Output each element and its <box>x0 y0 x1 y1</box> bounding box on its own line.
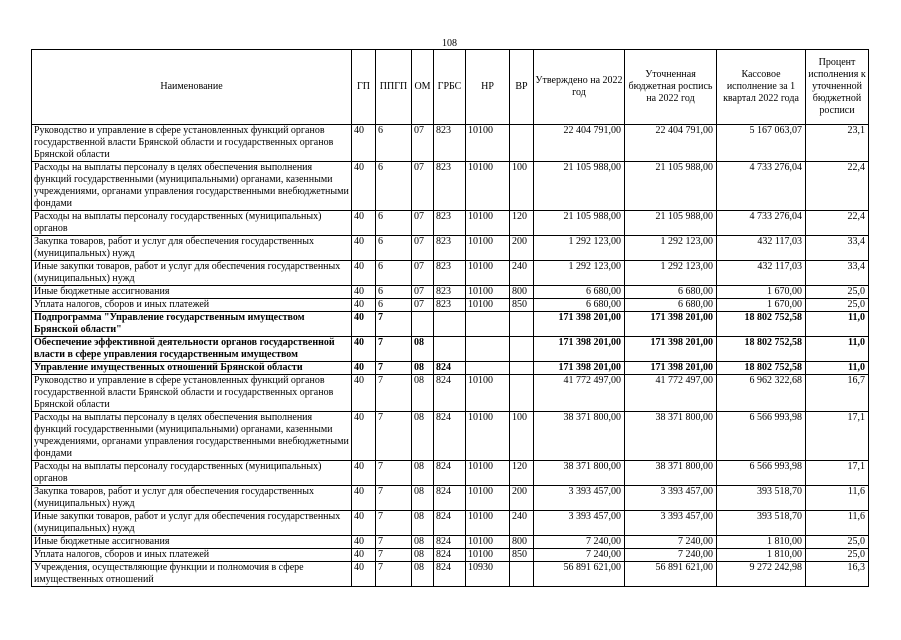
cell-ppgp: 6 <box>376 261 412 286</box>
cell-ppgp: 7 <box>376 375 412 412</box>
cell-gp: 40 <box>352 337 376 362</box>
budget-table <box>31 49 869 587</box>
cell-gp: 40 <box>352 162 376 211</box>
cell-cash: 1 670,00 <box>717 299 806 312</box>
cell-gp: 40 <box>352 562 376 587</box>
cell-om: 08 <box>412 412 434 461</box>
cell-cash: 6 962 322,68 <box>717 375 806 412</box>
cell-ppgp: 7 <box>376 549 412 562</box>
header-approved: Утверждено на 2022 год <box>534 50 625 125</box>
cell-approved: 7 240,00 <box>534 536 625 549</box>
cell-ppgp: 7 <box>376 312 412 337</box>
cell-cash: 1 810,00 <box>717 536 806 549</box>
cell-nr: 10100 <box>466 461 510 486</box>
cell-nr: 10100 <box>466 549 510 562</box>
cell-gp: 40 <box>352 211 376 236</box>
cell-vr: 100 <box>510 162 534 211</box>
cell-om: 08 <box>412 562 434 587</box>
table-row <box>32 486 869 511</box>
cell-percent: 11,0 <box>806 337 869 362</box>
cell-name: Закупка товаров, работ и услуг для обеспечения государственных (муниципальных) нужд <box>32 236 352 261</box>
table-header-row <box>32 50 869 125</box>
table-row <box>32 211 869 236</box>
header-vr: ВР <box>510 50 534 125</box>
table-row <box>32 125 869 162</box>
cell-percent: 17,1 <box>806 461 869 486</box>
cell-approved: 3 393 457,00 <box>534 511 625 536</box>
cell-nr: 10100 <box>466 536 510 549</box>
cell-cash: 4 733 276,04 <box>717 162 806 211</box>
cell-percent: 33,4 <box>806 236 869 261</box>
cell-percent: 23,1 <box>806 125 869 162</box>
table-row <box>32 412 869 461</box>
cell-gp: 40 <box>352 299 376 312</box>
cell-approved: 171 398 201,00 <box>534 337 625 362</box>
cell-nr: 10100 <box>466 162 510 211</box>
cell-gp: 40 <box>352 511 376 536</box>
cell-approved: 3 393 457,00 <box>534 486 625 511</box>
cell-vr <box>510 337 534 362</box>
table-row <box>32 461 869 486</box>
cell-grbs: 824 <box>434 549 466 562</box>
cell-revised: 3 393 457,00 <box>625 511 717 536</box>
cell-ppgp: 6 <box>376 162 412 211</box>
cell-approved: 171 398 201,00 <box>534 362 625 375</box>
cell-gp: 40 <box>352 461 376 486</box>
cell-approved: 41 772 497,00 <box>534 375 625 412</box>
cell-gp: 40 <box>352 549 376 562</box>
cell-om: 08 <box>412 337 434 362</box>
cell-gp: 40 <box>352 362 376 375</box>
cell-revised: 41 772 497,00 <box>625 375 717 412</box>
cell-nr <box>466 362 510 375</box>
cell-ppgp: 7 <box>376 511 412 536</box>
cell-nr: 10100 <box>466 286 510 299</box>
cell-cash: 6 566 993,98 <box>717 461 806 486</box>
cell-om: 07 <box>412 211 434 236</box>
cell-revised: 7 240,00 <box>625 549 717 562</box>
table-row <box>32 562 869 587</box>
cell-grbs: 823 <box>434 299 466 312</box>
cell-name: Обеспечение эффективной деятельности органов государственной власти в сфере управления государственным имуществом <box>32 337 352 362</box>
cell-cash: 6 566 993,98 <box>717 412 806 461</box>
cell-cash: 4 733 276,04 <box>717 211 806 236</box>
header-cash: Кассовое исполнение за 1 квартал 2022 года <box>717 50 806 125</box>
cell-grbs <box>434 337 466 362</box>
cell-grbs: 824 <box>434 486 466 511</box>
cell-percent: 25,0 <box>806 549 869 562</box>
cell-percent: 11,0 <box>806 312 869 337</box>
header-ppgp: ППГП <box>376 50 412 125</box>
table-row <box>32 511 869 536</box>
cell-grbs <box>434 312 466 337</box>
cell-name: Иные бюджетные ассигнования <box>32 286 352 299</box>
cell-percent: 22,4 <box>806 162 869 211</box>
cell-vr: 200 <box>510 236 534 261</box>
table-row <box>32 299 869 312</box>
cell-cash: 18 802 752,58 <box>717 337 806 362</box>
cell-nr: 10100 <box>466 125 510 162</box>
cell-grbs: 823 <box>434 236 466 261</box>
header-name: Наименование <box>32 50 352 125</box>
header-nr: НР <box>466 50 510 125</box>
cell-nr <box>466 312 510 337</box>
cell-approved: 171 398 201,00 <box>534 312 625 337</box>
cell-name: Иные бюджетные ассигнования <box>32 536 352 549</box>
header-revised: Уточненная бюджетная роспись на 2022 год <box>625 50 717 125</box>
header-grbs: ГРБС <box>434 50 466 125</box>
cell-cash: 432 117,03 <box>717 236 806 261</box>
cell-ppgp: 7 <box>376 461 412 486</box>
cell-ppgp: 6 <box>376 236 412 261</box>
cell-nr: 10100 <box>466 486 510 511</box>
cell-grbs: 824 <box>434 461 466 486</box>
cell-gp: 40 <box>352 125 376 162</box>
cell-revised: 6 680,00 <box>625 286 717 299</box>
table-row <box>32 536 869 549</box>
cell-percent: 25,0 <box>806 536 869 549</box>
table-row <box>32 362 869 375</box>
cell-grbs: 824 <box>434 362 466 375</box>
cell-grbs: 824 <box>434 536 466 549</box>
cell-grbs: 824 <box>434 562 466 587</box>
header-om: ОМ <box>412 50 434 125</box>
cell-revised: 7 240,00 <box>625 536 717 549</box>
cell-nr: 10100 <box>466 236 510 261</box>
cell-vr <box>510 362 534 375</box>
cell-name: Расходы на выплаты персоналу в целях обеспечения выполнения функций государственными (муниципальными) органами, казенными учреждениями, органами управления государственными внебюджетными фондами <box>32 412 352 461</box>
cell-approved: 56 891 621,00 <box>534 562 625 587</box>
cell-gp: 40 <box>352 536 376 549</box>
cell-ppgp: 7 <box>376 536 412 549</box>
table-row <box>32 286 869 299</box>
cell-approved: 6 680,00 <box>534 286 625 299</box>
cell-cash: 1 670,00 <box>717 286 806 299</box>
cell-cash: 1 810,00 <box>717 549 806 562</box>
cell-name: Учреждения, осуществляющие функции и полномочия в сфере имущественных отношений <box>32 562 352 587</box>
cell-ppgp: 6 <box>376 211 412 236</box>
cell-vr <box>510 562 534 587</box>
table-row <box>32 375 869 412</box>
cell-name: Уплата налогов, сборов и иных платежей <box>32 549 352 562</box>
cell-approved: 21 105 988,00 <box>534 211 625 236</box>
cell-gp: 40 <box>352 286 376 299</box>
cell-om: 08 <box>412 536 434 549</box>
cell-percent: 22,4 <box>806 211 869 236</box>
cell-om: 07 <box>412 125 434 162</box>
cell-nr: 10100 <box>466 375 510 412</box>
cell-revised: 3 393 457,00 <box>625 486 717 511</box>
cell-gp: 40 <box>352 412 376 461</box>
cell-om <box>412 312 434 337</box>
cell-name: Расходы на выплаты персоналу государственных (муниципальных) органов <box>32 211 352 236</box>
table-row <box>32 312 869 337</box>
cell-revised: 6 680,00 <box>625 299 717 312</box>
cell-approved: 6 680,00 <box>534 299 625 312</box>
cell-revised: 171 398 201,00 <box>625 337 717 362</box>
cell-nr: 10930 <box>466 562 510 587</box>
table-row <box>32 261 869 286</box>
cell-vr: 240 <box>510 261 534 286</box>
cell-om: 07 <box>412 299 434 312</box>
cell-cash: 5 167 063,07 <box>717 125 806 162</box>
cell-name: Иные закупки товаров, работ и услуг для обеспечения государственных (муниципальных) нужд <box>32 511 352 536</box>
cell-revised: 21 105 988,00 <box>625 211 717 236</box>
cell-vr <box>510 312 534 337</box>
cell-grbs: 824 <box>434 412 466 461</box>
cell-grbs: 823 <box>434 162 466 211</box>
cell-gp: 40 <box>352 486 376 511</box>
cell-grbs: 823 <box>434 261 466 286</box>
cell-percent: 33,4 <box>806 261 869 286</box>
cell-vr: 200 <box>510 486 534 511</box>
table-row <box>32 162 869 211</box>
cell-gp: 40 <box>352 236 376 261</box>
cell-approved: 38 371 800,00 <box>534 412 625 461</box>
cell-ppgp: 6 <box>376 299 412 312</box>
cell-name: Руководство и управление в сфере установленных функций органов государственной власти Брянской области и государственных органов Брянской области <box>32 375 352 412</box>
cell-percent: 25,0 <box>806 286 869 299</box>
cell-name: Руководство и управление в сфере установленных функций органов государственной власти Брянской области и государственных органов Брянской области <box>32 125 352 162</box>
cell-percent: 11,0 <box>806 362 869 375</box>
cell-om: 08 <box>412 511 434 536</box>
cell-cash: 18 802 752,58 <box>717 312 806 337</box>
cell-ppgp: 7 <box>376 412 412 461</box>
cell-approved: 1 292 123,00 <box>534 261 625 286</box>
cell-vr: 240 <box>510 511 534 536</box>
cell-vr: 120 <box>510 211 534 236</box>
cell-ppgp: 6 <box>376 286 412 299</box>
cell-percent: 11,6 <box>806 511 869 536</box>
header-gp: ГП <box>352 50 376 125</box>
cell-om: 07 <box>412 286 434 299</box>
cell-revised: 38 371 800,00 <box>625 461 717 486</box>
cell-revised: 171 398 201,00 <box>625 362 717 375</box>
cell-vr: 100 <box>510 412 534 461</box>
cell-approved: 38 371 800,00 <box>534 461 625 486</box>
cell-percent: 11,6 <box>806 486 869 511</box>
cell-vr: 120 <box>510 461 534 486</box>
cell-gp: 40 <box>352 375 376 412</box>
cell-ppgp: 7 <box>376 337 412 362</box>
cell-ppgp: 7 <box>376 562 412 587</box>
cell-name: Подпрограмма "Управление государственным имуществом Брянской области" <box>32 312 352 337</box>
cell-revised: 21 105 988,00 <box>625 162 717 211</box>
cell-grbs: 823 <box>434 211 466 236</box>
cell-percent: 16,3 <box>806 562 869 587</box>
cell-grbs: 823 <box>434 125 466 162</box>
cell-om: 08 <box>412 549 434 562</box>
cell-vr <box>510 375 534 412</box>
cell-revised: 1 292 123,00 <box>625 261 717 286</box>
cell-cash: 393 518,70 <box>717 486 806 511</box>
cell-om: 08 <box>412 461 434 486</box>
cell-nr: 10100 <box>466 511 510 536</box>
cell-name: Уплата налогов, сборов и иных платежей <box>32 299 352 312</box>
page-number: 108 <box>442 38 457 49</box>
cell-name: Расходы на выплаты персоналу государственных (муниципальных) органов <box>32 461 352 486</box>
cell-om: 07 <box>412 261 434 286</box>
cell-approved: 22 404 791,00 <box>534 125 625 162</box>
cell-revised: 56 891 621,00 <box>625 562 717 587</box>
cell-percent: 16,7 <box>806 375 869 412</box>
cell-vr: 800 <box>510 536 534 549</box>
cell-grbs: 824 <box>434 375 466 412</box>
cell-om: 07 <box>412 162 434 211</box>
cell-om: 08 <box>412 486 434 511</box>
cell-vr: 800 <box>510 286 534 299</box>
table-row <box>32 549 869 562</box>
cell-nr: 10100 <box>466 211 510 236</box>
cell-name: Управление имущественных отношений Брянской области <box>32 362 352 375</box>
cell-cash: 432 117,03 <box>717 261 806 286</box>
cell-grbs: 823 <box>434 286 466 299</box>
cell-nr: 10100 <box>466 412 510 461</box>
cell-nr <box>466 337 510 362</box>
cell-ppgp: 7 <box>376 362 412 375</box>
cell-vr <box>510 125 534 162</box>
cell-ppgp: 6 <box>376 125 412 162</box>
cell-name: Расходы на выплаты персоналу в целях обеспечения выполнения функций государственными (муниципальными) органами, казенными учреждениями, органами управления государственными внебюджетными фондами <box>32 162 352 211</box>
cell-percent: 17,1 <box>806 412 869 461</box>
cell-nr: 10100 <box>466 299 510 312</box>
cell-percent: 25,0 <box>806 299 869 312</box>
cell-vr: 850 <box>510 299 534 312</box>
cell-approved: 1 292 123,00 <box>534 236 625 261</box>
cell-vr: 850 <box>510 549 534 562</box>
cell-om: 07 <box>412 236 434 261</box>
cell-grbs: 824 <box>434 511 466 536</box>
cell-om: 08 <box>412 375 434 412</box>
cell-revised: 171 398 201,00 <box>625 312 717 337</box>
cell-cash: 9 272 242,98 <box>717 562 806 587</box>
cell-gp: 40 <box>352 312 376 337</box>
cell-om: 08 <box>412 362 434 375</box>
cell-approved: 21 105 988,00 <box>534 162 625 211</box>
cell-cash: 393 518,70 <box>717 511 806 536</box>
cell-approved: 7 240,00 <box>534 549 625 562</box>
table-row <box>32 337 869 362</box>
cell-nr: 10100 <box>466 261 510 286</box>
cell-ppgp: 7 <box>376 486 412 511</box>
cell-revised: 38 371 800,00 <box>625 412 717 461</box>
cell-revised: 22 404 791,00 <box>625 125 717 162</box>
cell-cash: 18 802 752,58 <box>717 362 806 375</box>
cell-revised: 1 292 123,00 <box>625 236 717 261</box>
cell-gp: 40 <box>352 261 376 286</box>
cell-name: Иные закупки товаров, работ и услуг для обеспечения государственных (муниципальных) нужд <box>32 261 352 286</box>
cell-name: Закупка товаров, работ и услуг для обеспечения государственных (муниципальных) нужд <box>32 486 352 511</box>
header-percent: Процент исполнения к уточненной бюджетной росписи <box>806 50 869 125</box>
table-row <box>32 236 869 261</box>
